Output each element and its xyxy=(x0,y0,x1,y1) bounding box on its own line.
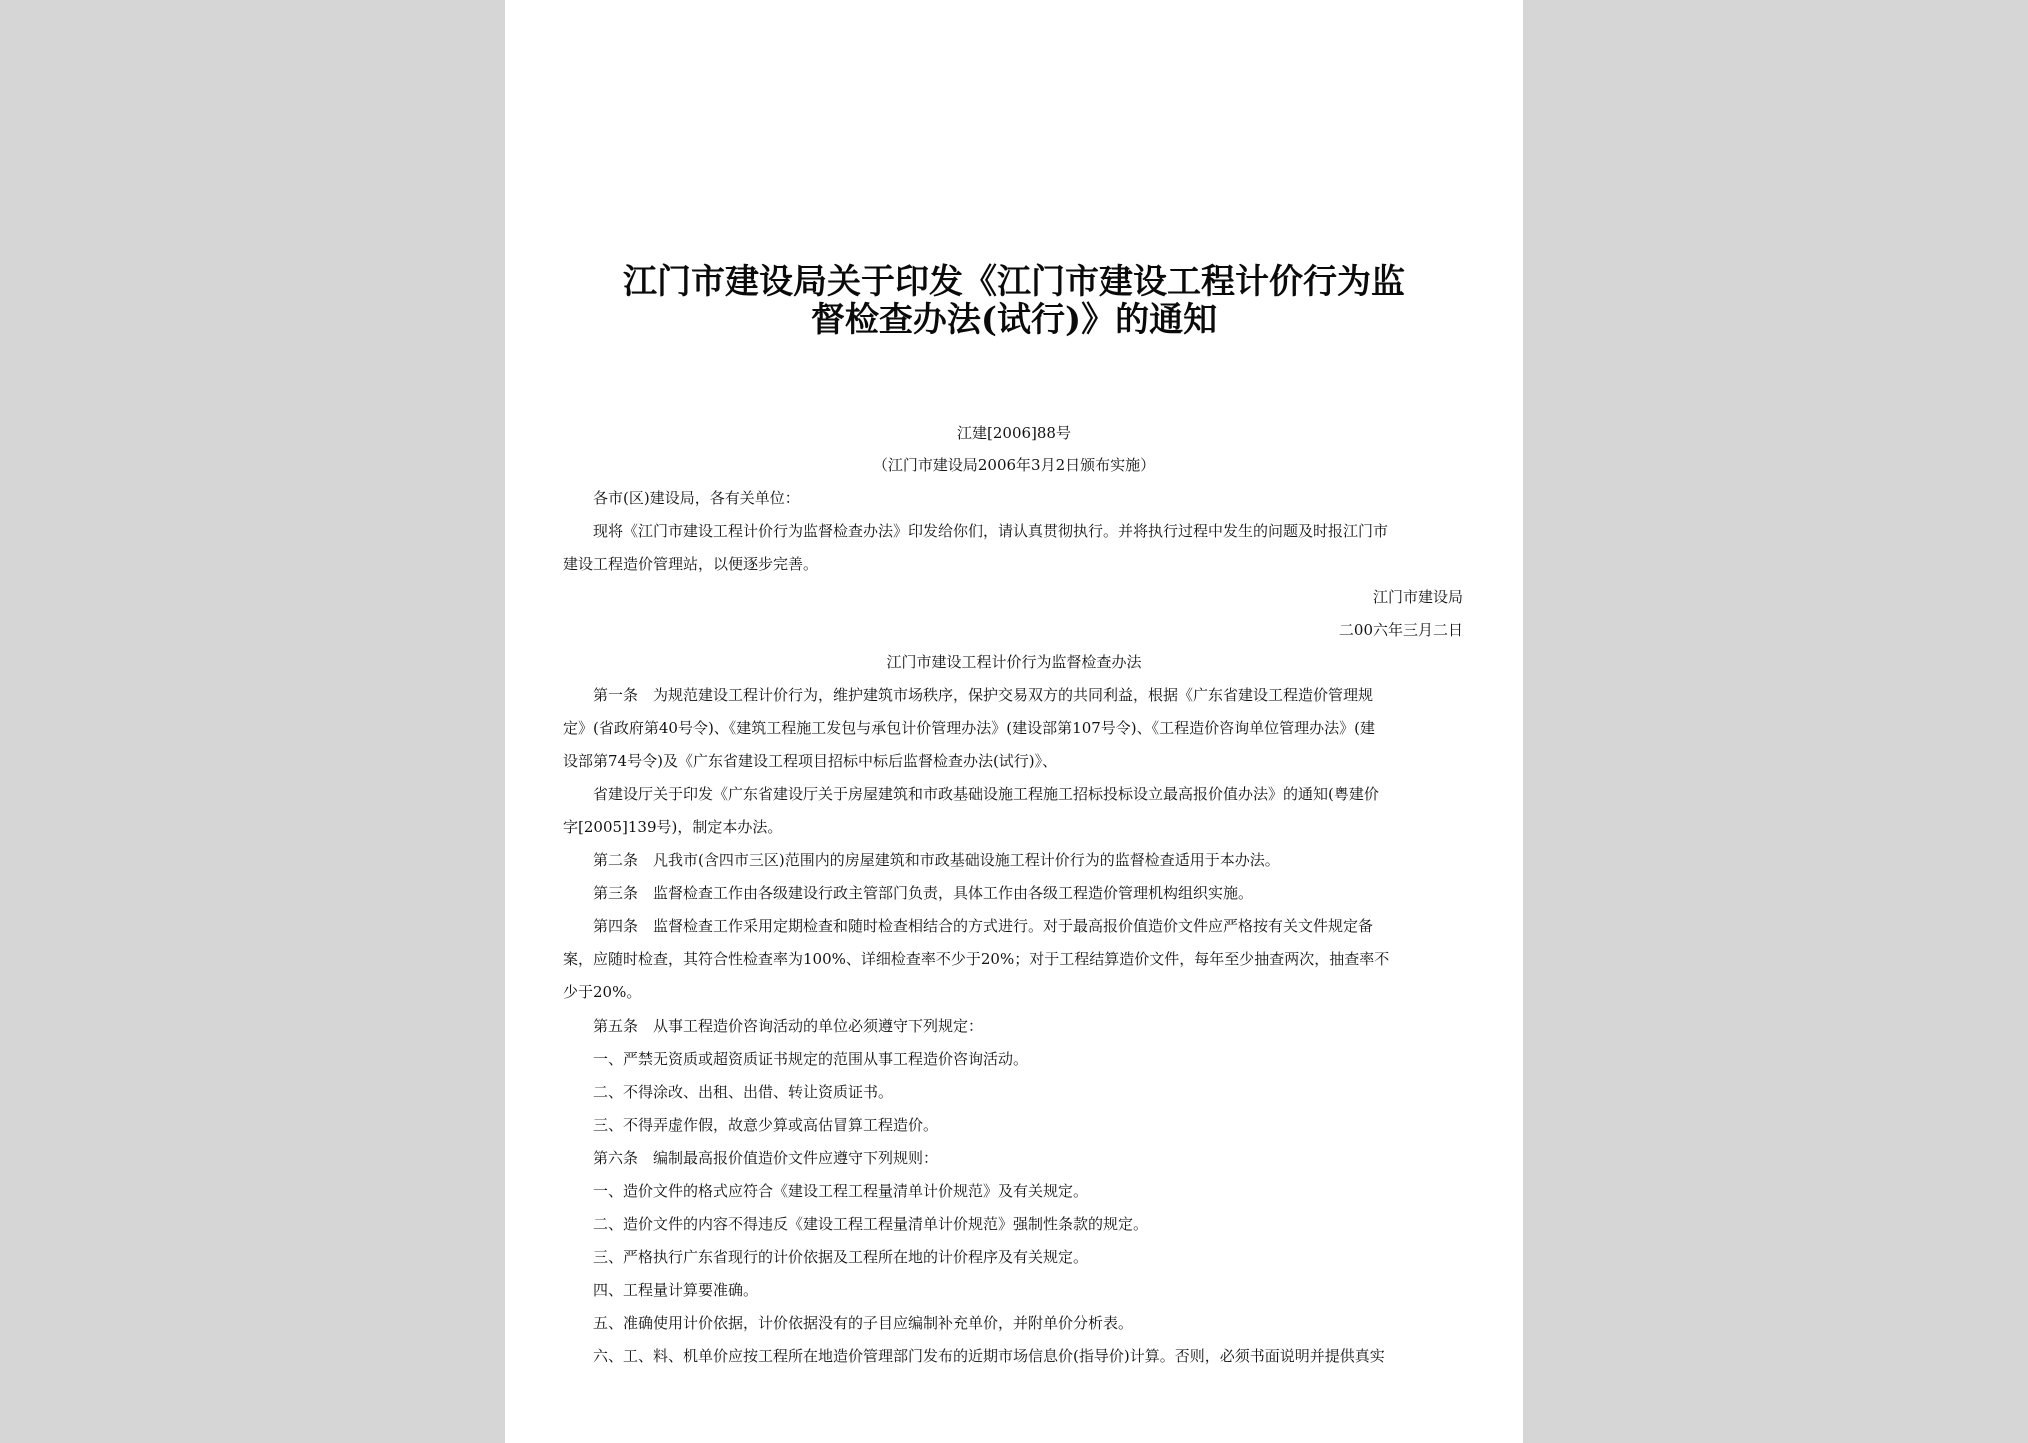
list-item: 六、工、料、机单价应按工程所在地造价管理部门发布的近期市场信息价(指导价)计算。否则，必须书面说明并提供真实 xyxy=(593,1347,1385,1365)
article-line: 第四条 监督检查工作采用定期检查和随时检查相结合的方式进行。对于最高报价值造价文件应严格按有关文件规定备 xyxy=(593,917,1374,935)
list-item: 三、严格执行广东省现行的计价依据及工程所在地的计价程序及有关规定。 xyxy=(593,1248,1089,1266)
list-item: 一、造价文件的格式应符合《建设工程工程量清单计价规范》及有关规定。 xyxy=(593,1182,1089,1200)
article-line: 第二条 凡我市(含四市三区)范围内的房屋建筑和市政基础设施工程计价行为的监督检查适用于本办法。 xyxy=(593,851,1280,869)
list-item: 三、不得弄虚作假，故意少算或高估冒算工程造价。 xyxy=(593,1116,939,1134)
salutation: 各市(区)建设局，各有关单位： xyxy=(593,489,800,507)
article-line: 第六条 编制最高报价值造价文件应遵守下列规则： xyxy=(593,1149,939,1167)
list-item: 五、准确使用计价依据，计价依据没有的子目应编制补充单价，并附单价分析表。 xyxy=(593,1314,1134,1332)
article-line: 省建设厅关于印发《广东省建设厅关于房屋建筑和市政基础设施工程施工招标投标设立最高报价值办法》的通知(粤建价 xyxy=(593,785,1379,803)
notice-paragraph-line: 现将《江门市建设工程计价行为监督检查办法》印发给你们，请认真贯彻执行。并将执行过程中发生的问题及时报江门市 xyxy=(593,522,1389,540)
article-line: 第五条 从事工程造价咨询活动的单位必须遵守下列规定： xyxy=(593,1017,984,1035)
signature-organization: 江门市建设局 xyxy=(1372,588,1463,606)
list-item: 二、不得涂改、出租、出借、转让资质证书。 xyxy=(593,1083,894,1101)
notice-paragraph-line: 建设工程造价管理站，以便逐步完善。 xyxy=(563,555,819,573)
article-line: 案，应随时检查，其符合性检查率为100%、详细检查率不少于20%；对于工程结算造价文件，每年至少抽查两次，抽查率不 xyxy=(563,950,1390,968)
article-line: 设部第74号令)及《广东省建设工程项目招标中标后监督检查办法(试行)》、 xyxy=(563,752,1058,770)
article-line: 第三条 监督检查工作由各级建设行政主管部门负责，具体工作由各级工程造价管理机构组织实施。 xyxy=(593,884,1254,902)
document-title-line-2: 督检查办法(试行)》的通知 xyxy=(810,300,1218,340)
document-title-line-1: 江门市建设局关于印发《江门市建设工程计价行为监 xyxy=(623,262,1405,302)
rules-title: 江门市建设工程计价行为监督检查办法 xyxy=(886,653,1142,671)
document-page xyxy=(505,0,1523,1443)
list-item: 一、严禁无资质或超资质证书规定的范围从事工程造价咨询活动。 xyxy=(593,1050,1029,1068)
document-number: 江建[2006]88号 xyxy=(957,424,1071,442)
article-line: 字[2005]139号)，制定本办法。 xyxy=(563,818,783,836)
article-line: 少于20%。 xyxy=(563,983,642,1001)
issue-note: （江门市建设局2006年3月2日颁布实施） xyxy=(872,456,1156,474)
article-line: 第一条 为规范建设工程计价行为，维护建筑市场秩序，保护交易双方的共同利益，根据《广东省建设工程造价管理规 xyxy=(593,686,1374,704)
list-item: 四、工程量计算要准确。 xyxy=(593,1281,759,1299)
list-item: 二、造价文件的内容不得违反《建设工程工程量清单计价规范》强制性条款的规定。 xyxy=(593,1215,1149,1233)
article-line: 定》(省政府第40号令)、《建筑工程施工发包与承包计价管理办法》(建设部第107号令)、《工程造价咨询单位管理办法》(建 xyxy=(563,719,1375,737)
signature-date: 二00六年三月二日 xyxy=(1338,621,1463,639)
